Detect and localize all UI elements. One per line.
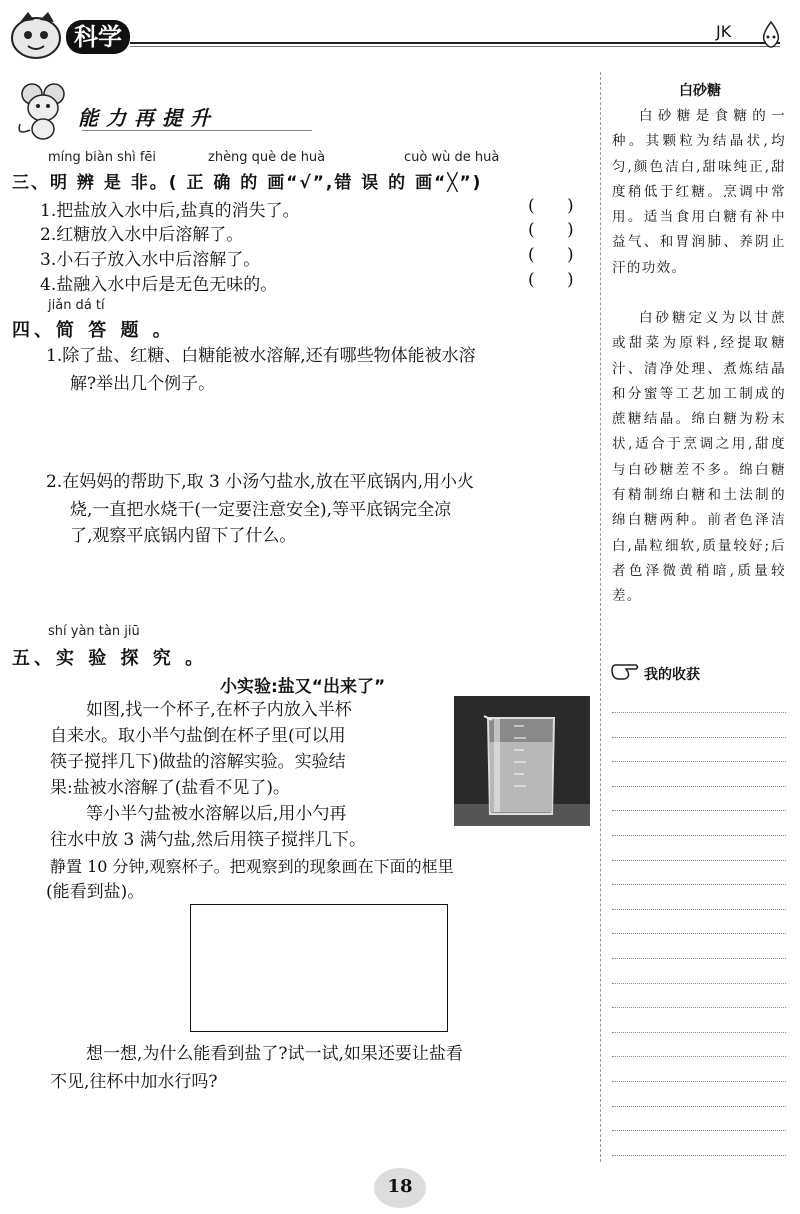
note-line — [612, 786, 786, 787]
experiment-text: 自来水。取小半勺盐倒在杯子里(可以用 — [50, 726, 346, 746]
note-line — [612, 1007, 786, 1008]
question-text: 解?举出几个例子。 — [70, 374, 216, 394]
note-line — [612, 1056, 786, 1057]
experiment-text: 果:盐被水溶解了(盐看不见了)。 — [50, 778, 290, 798]
note-line — [612, 933, 786, 934]
experiment-text: 筷子搅拌几下)做盐的溶解实验。实验结 — [50, 752, 346, 772]
mouse-mascot-icon — [10, 80, 80, 142]
pointing-hand-icon — [610, 660, 640, 682]
sidebar-divider — [600, 72, 601, 1162]
note-line — [612, 712, 786, 713]
note-line — [612, 860, 786, 861]
answer-blank[interactable]: ( ) — [528, 270, 574, 290]
edition-label: JK — [716, 22, 732, 41]
note-line — [612, 737, 786, 738]
experiment-text: (能看到盐)。 — [46, 882, 145, 902]
note-line — [612, 761, 786, 762]
sidebar-paragraph: 白砂糖定义为以甘蔗或甜菜为原料,经提取糖汁、清净处理、煮炼结晶和分蜜等工艺加工制成的蔗糖结晶。绵白糖为粉末状,适合于烹调之用,甜度与白砂糖差不多。绵白糖有精制绵白糖和土法制的绵白糖两种。前者色泽洁白,晶粒细软,质量较好;后者色泽微黄稍暗,质量较差。 — [612, 310, 786, 605]
answer-blank[interactable]: ( ) — [528, 220, 574, 240]
note-line — [612, 835, 786, 836]
answer-blank[interactable]: ( ) — [528, 196, 574, 216]
pinyin-annotation: shí yàn tàn jiū — [48, 624, 140, 639]
experiment-text: 如图,找一个杯子,在杯子内放入半杯 — [86, 700, 352, 720]
header-rule — [130, 42, 780, 44]
question-text: 2.在妈妈的帮助下,取 3 小汤勺盐水,放在平底锅内,用小火 — [46, 472, 475, 492]
banner-underline — [82, 130, 312, 131]
header-rule-thin — [130, 46, 780, 47]
page-number: 18 — [387, 1176, 413, 1197]
section-heading: 三、明 辨 是 非。( 正 确 的 画“√”,错 误 的 画“╳”) — [12, 173, 483, 193]
note-line — [612, 884, 786, 885]
question-text: 烧,一直把水烧干(一定要注意安全),等平底锅完全凉 — [70, 500, 452, 520]
note-line — [612, 983, 786, 984]
note-line — [612, 1130, 786, 1131]
harvest-label: 我的收获 — [644, 667, 700, 683]
sidebar-title: 白砂糖 — [679, 83, 721, 99]
experiment-title: 小实验:盐又“出来了” — [220, 677, 386, 697]
note-line — [612, 1081, 786, 1082]
pinyin-annotation: jiǎn dá tí — [48, 298, 105, 313]
mascot-icon — [6, 8, 68, 62]
question-text: 了,观察平底锅内留下了什么。 — [70, 526, 297, 546]
note-line — [612, 1106, 786, 1107]
experiment-text: 往水中放 3 满勺盐,然后用筷子搅拌几下。 — [50, 830, 367, 850]
drawing-box[interactable] — [190, 904, 448, 1032]
judgment-item: 1.把盐放入水中后,盐真的消失了。 — [40, 201, 300, 221]
judgment-item: 2.红糖放入水中后溶解了。 — [40, 225, 244, 245]
pinyin-annotation: zhèng què de huà — [208, 150, 326, 165]
think-text: 想一想,为什么能看到盐了?试一试,如果还要让盐看 — [86, 1044, 463, 1064]
note-line — [612, 810, 786, 811]
question-text: 1.除了盐、红糖、白糖能被水溶解,还有哪些物体能被水溶 — [46, 346, 476, 366]
section-banner-title: 能力再提升 — [78, 106, 218, 130]
subject-badge: 科学 — [66, 20, 130, 54]
sidebar-paragraph: 白砂糖是食糖的一种。其颗粒为结晶状,均匀,颜色洁白,甜味纯正,甜度稍低于红糖。烹调中常用。适当食用白糖有补中益气、和胃润肺、养阴止汗的功效。 — [612, 108, 786, 276]
think-text: 不见,往杯中加水行吗? — [50, 1072, 218, 1092]
judgment-item: 3.小石子放入水中后溶解了。 — [40, 250, 261, 270]
section-heading: 五、实 验 探 究 。 — [12, 648, 208, 669]
answer-blank[interactable]: ( ) — [528, 245, 574, 265]
water-drop-icon — [760, 20, 782, 48]
note-line — [612, 1155, 786, 1156]
experiment-text: 等小半勺盐被水溶解以后,用小勺再 — [86, 804, 347, 824]
beaker-photo — [454, 696, 590, 826]
note-line — [612, 909, 786, 910]
experiment-text: 静置 10 分钟,观察杯子。把观察到的现象画在下面的框里 — [50, 857, 454, 876]
note-line — [612, 1032, 786, 1033]
section-heading: 四、简 答 题 。 — [12, 320, 175, 341]
judgment-item: 4.盐融入水中后是无色无味的。 — [40, 275, 278, 295]
note-line — [612, 958, 786, 959]
pinyin-annotation: míng biàn shì fēi — [48, 150, 157, 165]
pinyin-annotation: cuò wù de huà — [404, 150, 500, 165]
